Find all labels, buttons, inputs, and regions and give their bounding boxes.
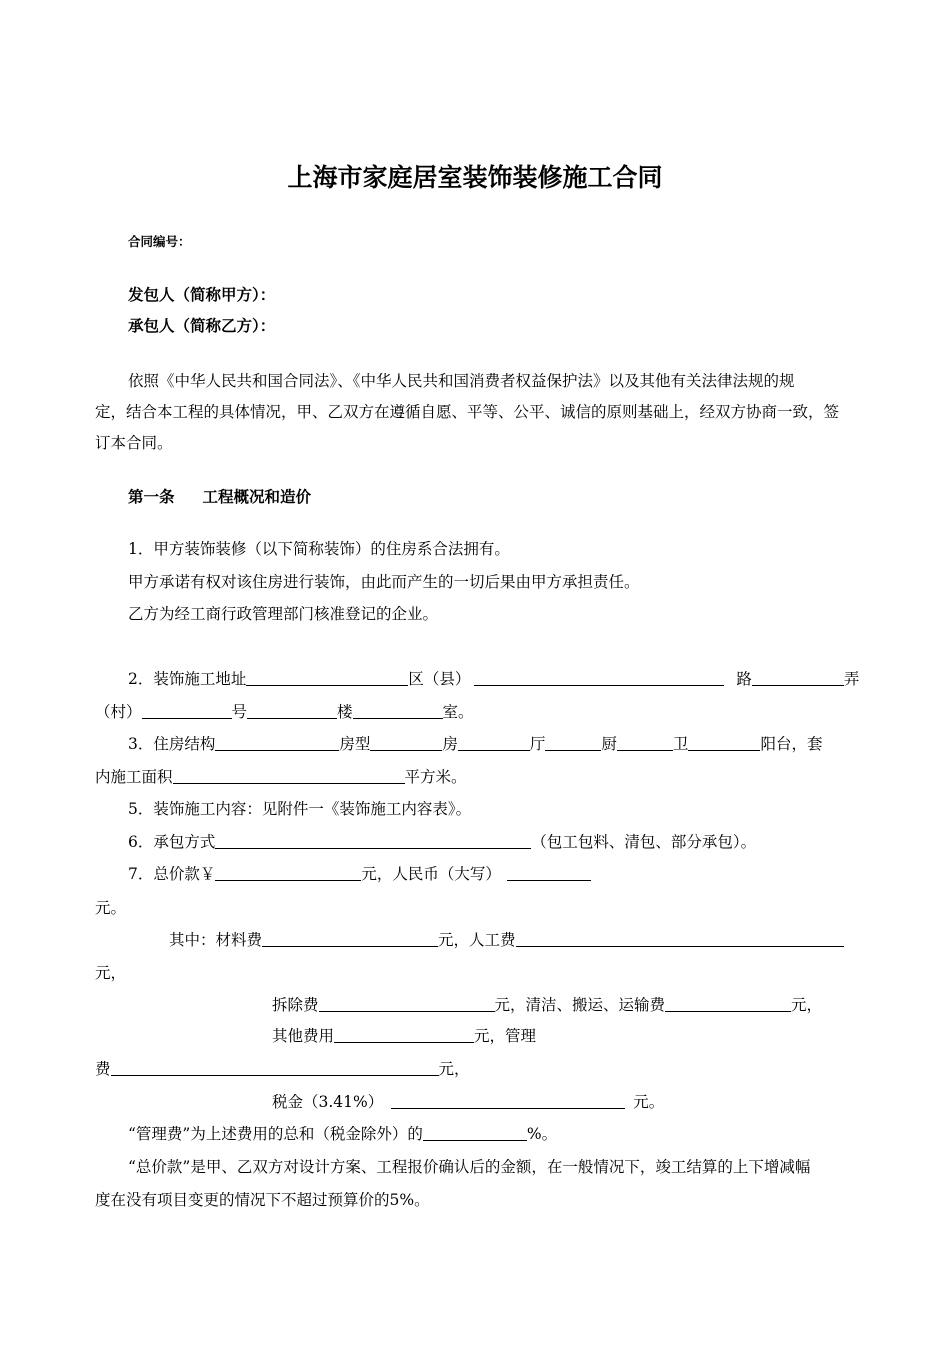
item-2-line-2 xyxy=(95,701,474,723)
management-fee-definition-text: “管理费”为上述费用的总和（税金除外）的 xyxy=(128,1125,423,1143)
tax-label: 税金（3.41%） xyxy=(272,1093,384,1111)
management-label: 元，管理 xyxy=(474,1027,537,1045)
item-1-line-2: 甲方承诺有权对该住房进行装饰，由此而产生的一切后果由甲方承担责任。 xyxy=(128,573,640,591)
contract-type-label: 6．承包方式 xyxy=(128,833,216,851)
halls-label: 厅 xyxy=(529,735,546,753)
article-1-label: 第一条 xyxy=(128,487,175,506)
area-label: 内施工面积 xyxy=(95,768,173,786)
percent-sign: %。 xyxy=(526,1125,558,1143)
structure-label: 3．住房结构 xyxy=(128,735,216,753)
intro-line-1: 依照《中华人民共和国合同法》、《中华人民共和国消费者权益保护法》以及其他有关法律法规的规 xyxy=(128,372,795,390)
rooms-blank[interactable] xyxy=(458,734,530,751)
rooms-label: 房 xyxy=(442,735,458,753)
material-cost-blank[interactable] xyxy=(262,930,438,947)
lane-label: 弄 xyxy=(843,670,860,688)
area-unit: 平方米。 xyxy=(404,768,467,786)
other-cost-label: 其他费用 xyxy=(272,1027,335,1045)
bathroom-label: 卫 xyxy=(672,735,689,753)
demolition-cost-label: 拆除费 xyxy=(272,996,319,1014)
kitchen-blank[interactable] xyxy=(617,734,673,751)
total-price-blank[interactable] xyxy=(215,864,361,881)
intro-line-3: 订本合同。 xyxy=(95,434,173,452)
breakdown-line-4 xyxy=(272,1025,536,1047)
management-fee-label: 费 xyxy=(95,1060,111,1078)
article-1-heading xyxy=(128,486,311,508)
intro-line-2: 定，结合本工程的具体情况，甲、乙双方在遵循自愿、平等、公平、诚信的原则基础上，经双方协商一致，签 xyxy=(95,403,840,421)
road-label: 路 xyxy=(736,670,752,688)
item-3-line-1 xyxy=(128,733,822,755)
item-1-line-3: 乙方为经工商行政管理部门核准登记的企业。 xyxy=(128,605,439,623)
management-fee-percent-blank[interactable] xyxy=(423,1124,527,1141)
item-7-line-2: 元。 xyxy=(95,899,127,917)
building-blank[interactable] xyxy=(247,702,337,719)
total-price-label: 7．总价款￥ xyxy=(128,865,216,883)
item-2-line-1 xyxy=(128,668,859,690)
cleaning-transport-blank[interactable] xyxy=(665,995,791,1012)
district-blank[interactable] xyxy=(246,669,408,686)
tax-unit: 元。 xyxy=(633,1093,665,1111)
contract-type-blank[interactable] xyxy=(215,832,531,849)
cleaning-transport-unit: 元， xyxy=(791,996,823,1014)
item-7-line-1 xyxy=(128,863,591,885)
village-label: （村） xyxy=(95,703,142,721)
item-2-address-label: 2．装饰施工地址 xyxy=(128,670,247,688)
material-cost-label: 其中：材料费 xyxy=(169,931,263,949)
party-a-label: 发包人（简称甲方）： xyxy=(128,285,276,304)
tax-blank[interactable] xyxy=(391,1092,625,1109)
contract-number-label: 合同编号： xyxy=(128,234,191,249)
room-label: 室。 xyxy=(442,703,474,721)
breakdown-line-6 xyxy=(272,1091,664,1113)
area-blank[interactable] xyxy=(173,767,405,784)
breakdown-line-1 xyxy=(169,929,844,951)
total-price-definition-2: 度在没有项目变更的情况下不超过预算价的5%。 xyxy=(95,1191,430,1209)
contract-type-options: （包工包料、清包、部分承包）。 xyxy=(531,833,757,851)
district-label: 区（县） xyxy=(408,670,471,688)
item-6 xyxy=(128,831,756,853)
cleaning-transport-label: 元，清洁、搬运、运输费 xyxy=(494,996,666,1014)
other-cost-blank[interactable] xyxy=(334,1026,474,1043)
article-1-title: 工程概况和造价 xyxy=(202,487,312,506)
rmb-uppercase-label: 元，人民币（大写） xyxy=(361,865,501,883)
layout-blank[interactable] xyxy=(370,734,442,751)
breakdown-line-3 xyxy=(272,994,822,1016)
management-fee-blank[interactable] xyxy=(111,1059,439,1076)
breakdown-line-2: 元， xyxy=(95,964,127,982)
number-blank[interactable] xyxy=(142,702,232,719)
party-b-label: 承包人（简称乙方）： xyxy=(128,316,276,335)
number-label: 号 xyxy=(231,703,248,721)
bathroom-blank[interactable] xyxy=(688,734,760,751)
halls-blank[interactable] xyxy=(545,734,601,751)
balcony-label: 阳台，套 xyxy=(760,735,823,753)
item-1-line-1: 1．甲方装饰装修（以下简称装饰）的住房系合法拥有。 xyxy=(128,540,510,558)
layout-label: 房型 xyxy=(339,735,371,753)
management-fee-definition xyxy=(128,1123,557,1145)
labor-cost-label: 元，人工费 xyxy=(438,931,516,949)
contract-title: 上海市家庭居室装饰装修施工合同 xyxy=(287,163,663,192)
road-blank[interactable] xyxy=(474,669,724,686)
room-blank[interactable] xyxy=(353,702,443,719)
management-fee-unit: 元， xyxy=(438,1060,470,1078)
demolition-cost-blank[interactable] xyxy=(319,995,495,1012)
lane-blank[interactable] xyxy=(752,669,844,686)
breakdown-line-5 xyxy=(95,1058,470,1080)
total-price-definition-1: “总价款”是甲、乙双方对设计方案、工程报价确认后的金额，在一般情况下，竣工结算的上下增减幅 xyxy=(128,1158,811,1176)
labor-cost-blank[interactable] xyxy=(516,930,844,947)
kitchen-label: 厨 xyxy=(601,735,617,753)
item-3-line-2 xyxy=(95,766,467,788)
item-5: 5．装饰施工内容：见附件一《装饰施工内容表》。 xyxy=(128,800,472,818)
building-label: 楼 xyxy=(337,703,353,721)
rmb-uppercase-blank[interactable] xyxy=(507,864,591,881)
structure-blank[interactable] xyxy=(215,734,339,751)
